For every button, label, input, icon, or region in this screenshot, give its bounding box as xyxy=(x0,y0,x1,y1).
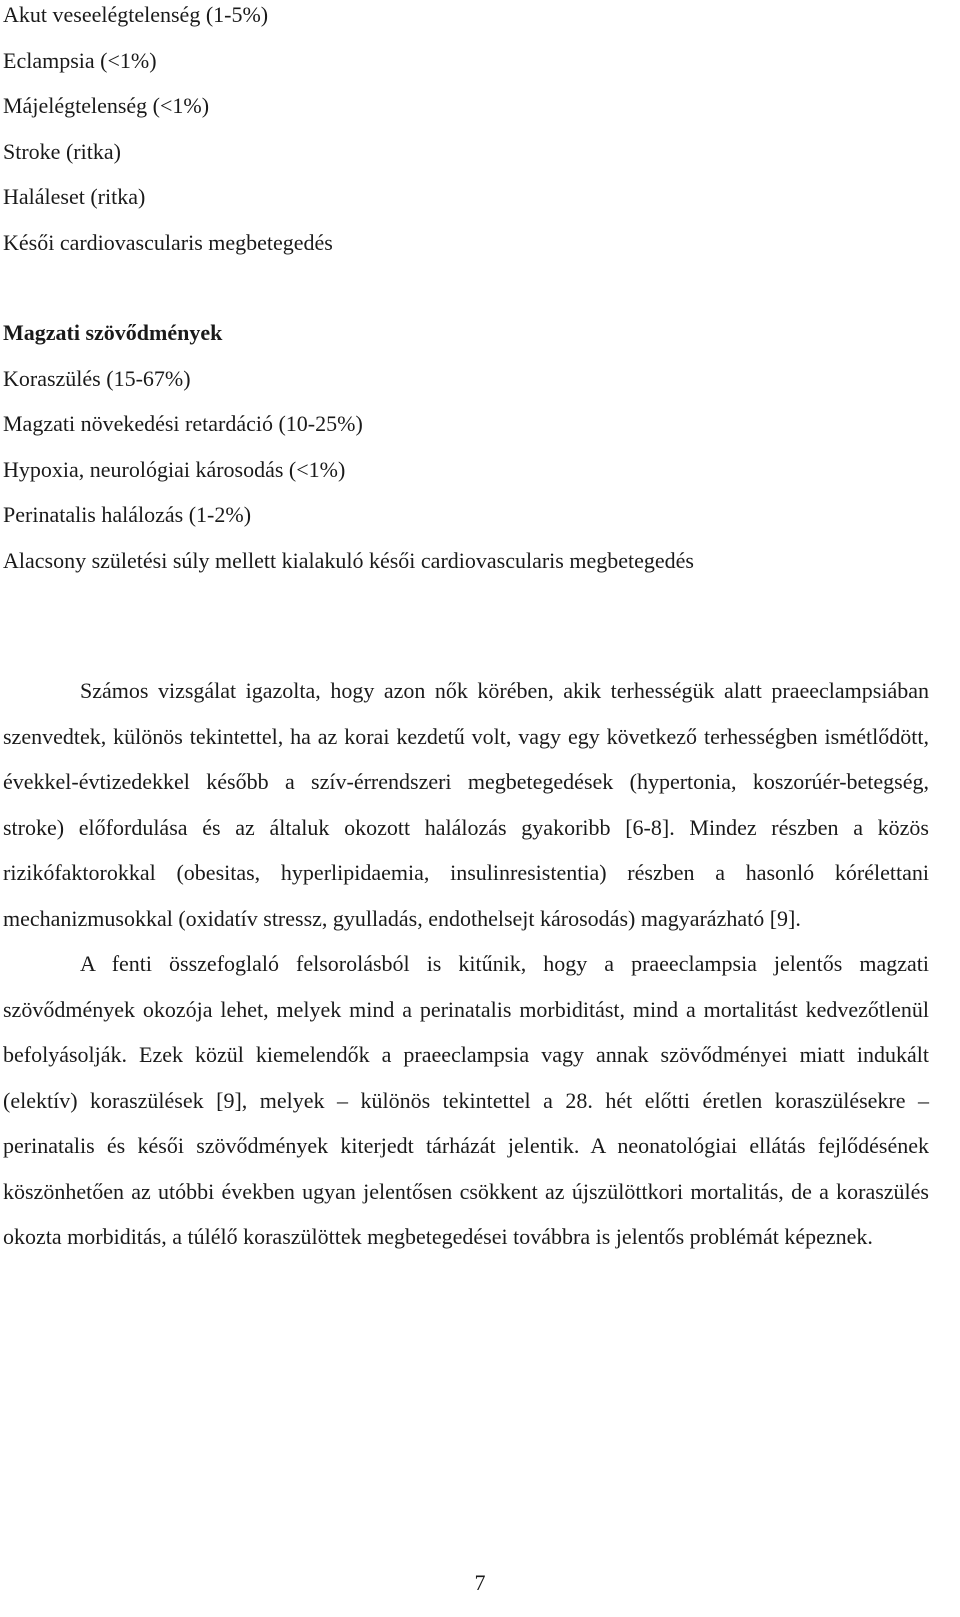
list-item: Koraszülés (15-67%) xyxy=(3,365,191,391)
list-item: Perinatalis halálozás (1-2%) xyxy=(3,502,252,527)
paragraph: A fenti összefoglaló felsorolásból is kitűnik, hogy a praeeclampsia jelentős magzati szövődmények okozója lehet, melyek mind a perinatalis morbiditást, mind a mortalitást kedvezőtlenül befolyásolják. Ezek közül kiemelendők a praeeclampsia vagy annak szövődményei miatt indukált (elektív) koraszülések [9], melyek – különös tekintettel a 28. hét előtti éretlen koraszülésekre – perinatalis és késői szövődmények kiterjedt tárházát jelentik. A neonatológiai ellátás fejlődésének köszönhetően az utóbbi években ugyan jelentősen csökkent az újszülöttkori mortalitás, de a koraszülés okozta morbiditás, a túlélő koraszülöttek megbetegedései továbbra is jelentős problémát képeznek. xyxy=(3,951,929,1249)
list-item: Akut veseelégtelenség (1-5%) xyxy=(3,2,269,27)
list-item: Alacsony születési súly mellett kialakuló késői cardiovascularis megbetegedés xyxy=(3,547,694,573)
list-item: Magzati növekedési retardáció (10-25%) xyxy=(3,411,363,436)
list-item: Eclampsia (<1%) xyxy=(3,47,157,73)
list-item: Stroke (ritka) xyxy=(3,138,121,164)
paragraph: Számos vizsgálat igazolta, hogy azon nők körében, akik terhességük alatt praeeclampsiában szenvedtek, különös tekintettel, ha az korai kezdetű volt, vagy egy következő terhességben ismétlődött, évekkel-évtizedekkel később a szív-érrendszeri megbetegedések (hypertonia, koszorúér-betegség, stroke) előfordulása és az általuk okozott halálozás gyakoribb [6-8]. Mindez részben a közös rizikófaktorokkal (obesitas, hyperlipidaemia, insulinresistentia) részben a hasonló kórélettani mechanizmusokkal (oxidatív stressz, gyulladás, endothelsejt károsodás) magyarázható [9]. xyxy=(3,678,929,931)
list-item: Májelégtelenség (<1%) xyxy=(3,93,210,118)
section-heading: Magzati szövődmények xyxy=(3,320,223,345)
list-item: Késői cardiovascularis megbetegedés xyxy=(3,229,333,255)
list-item: Haláleset (ritka) xyxy=(3,184,146,209)
body-text xyxy=(3,668,929,1260)
page-number: 7 xyxy=(474,1570,486,1595)
fetal-complications-list xyxy=(3,310,943,583)
list-item: Hypoxia, neurológiai károsodás (<1%) xyxy=(3,456,346,482)
maternal-complications-list xyxy=(3,0,943,265)
